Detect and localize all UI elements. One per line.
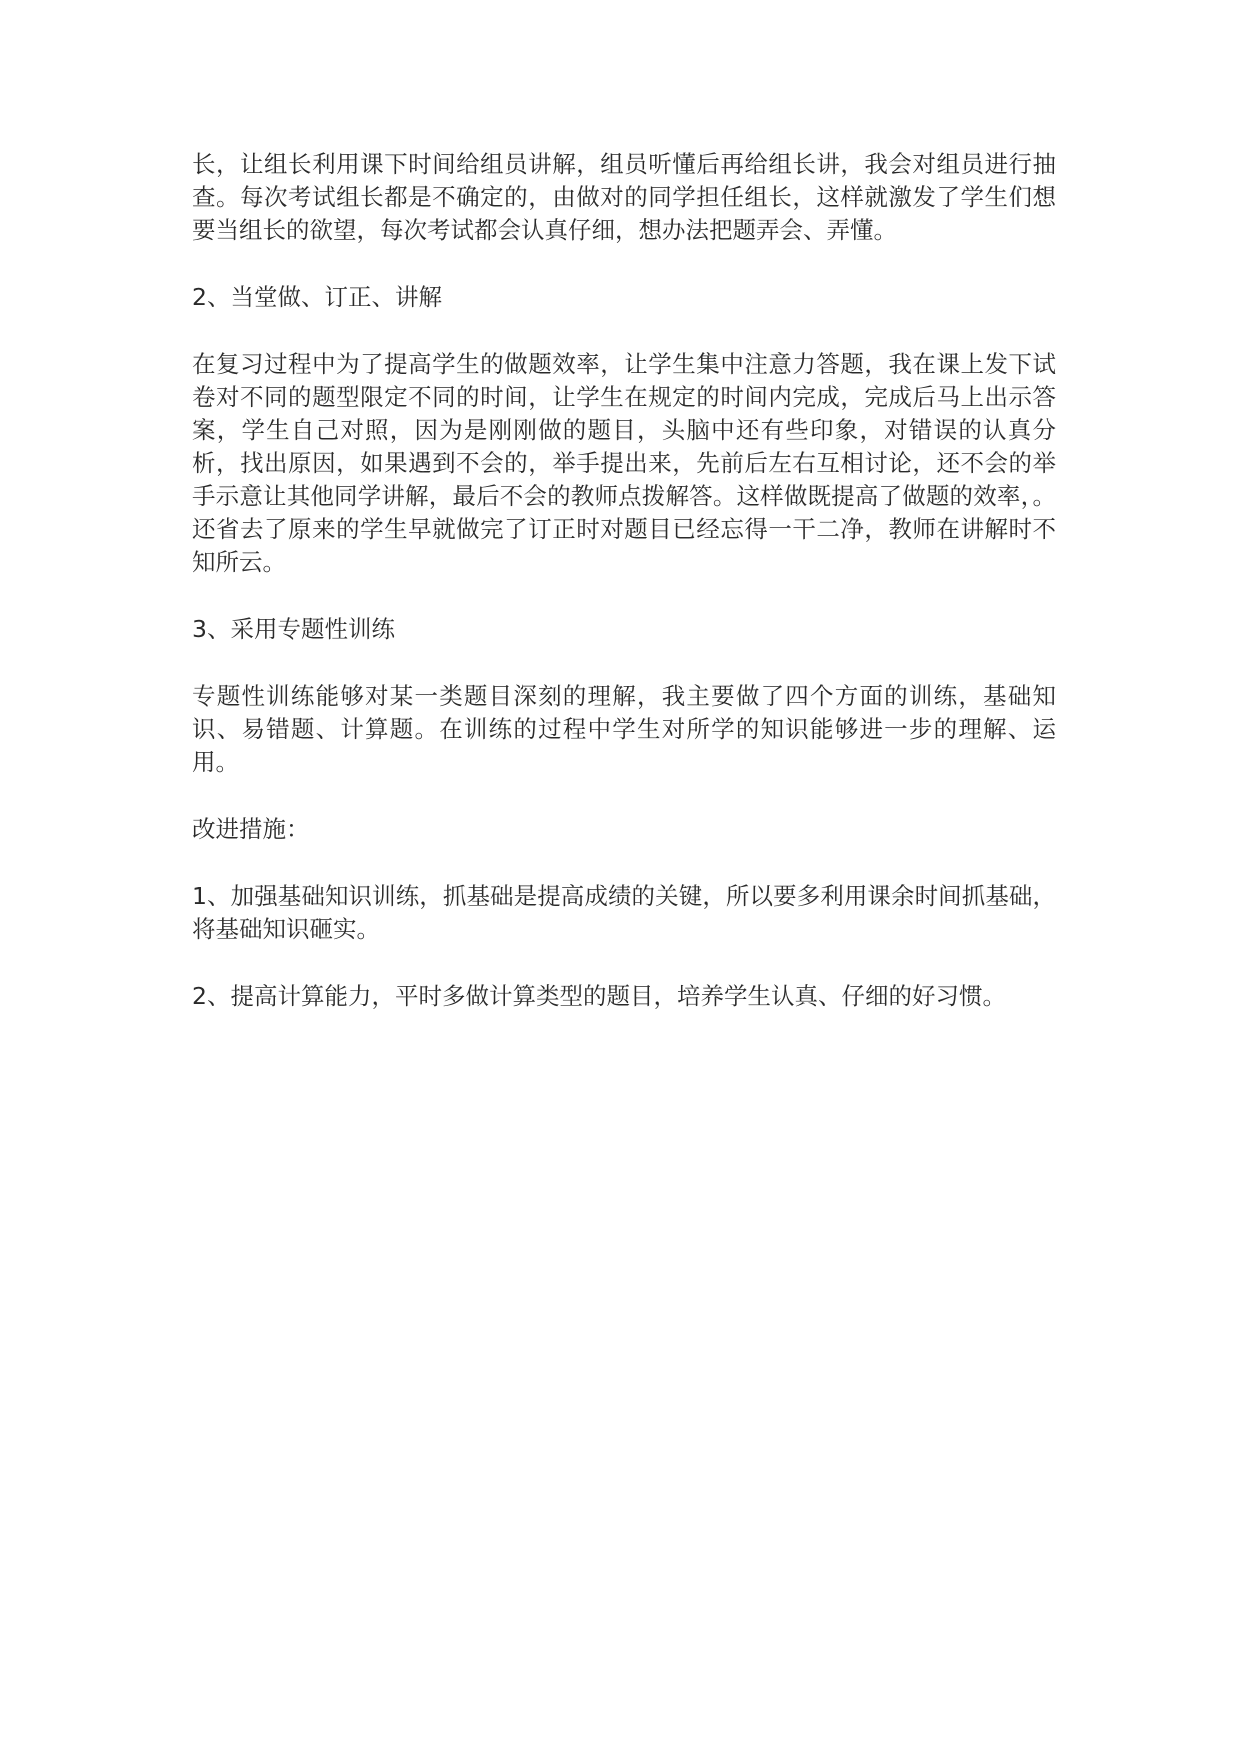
document-page [192, 148, 1056, 1047]
paragraph-group-leader: 长，让组长利用课下时间给组员讲解，组员听懂后再给组长讲，我会对组员进行抽查。每次考试组长都是不确定的，由做对的同学担任组长，这样就激发了学生们想要当组长的欲望，每次考试都会认真仔细，想办法把题弄会、弄懂。 [192, 150, 1056, 244]
paragraph-in-class-practice: 在复习过程中为了提高学生的做题效率，让学生集中注意力答题，我在课上发下试卷对不同的题型限定不同的时间，让学生在规定的时间内完成，完成后马上出示答案，学生自己对照，因为是刚刚做的题目，头脑中还有些印象，对错误的认真分析，找出原因，如果遇到不会的，举手提出来，先前后左右互相讨论，还不会的举手示意让其他同学讲解，最后不会的教师点拨解答。这样做既提高了做题的效率，。还省去了原来的学生早就做完了订正时对题目已经忘得一干二净，教师在讲解时不知所云。 [192, 350, 1056, 576]
paragraph-measure-calculation: 2、提高计算能力，平时多做计算类型的题目，培养学生认真、仔细的好习惯。 [192, 982, 1006, 1010]
heading-topic-training: 3、采用专题性训练 [192, 615, 395, 643]
paragraph-measure-basics: 1、加强基础知识训练，抓基础是提高成绩的关键，所以要多利用课余时间抓基础，将基础知识砸实。 [192, 882, 1056, 943]
paragraph-topic-training: 专题性训练能够对某一类题目深刻的理解，我主要做了四个方面的训练，基础知识、易错题、计算题。在训练的过程中学生对所学的知识能够进一步的理解、运用。 [192, 682, 1056, 776]
heading-in-class-practice: 2、当堂做、订正、讲解 [192, 283, 442, 311]
heading-improvement-measures: 改进措施： [192, 815, 310, 843]
